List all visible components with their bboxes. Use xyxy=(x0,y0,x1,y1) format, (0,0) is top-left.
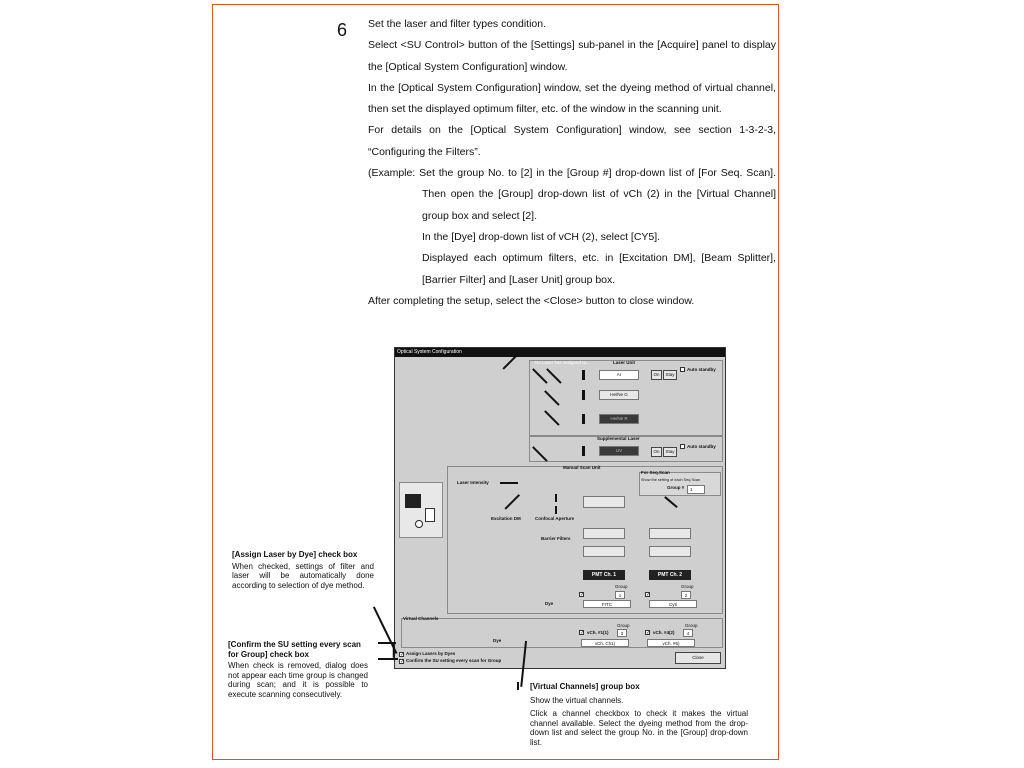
laser-hene-g-field[interactable]: He/Ne G xyxy=(599,390,639,400)
callout-body: When checked, settings of filter and laser will be automatically done according to selection of dye method. xyxy=(232,561,374,590)
for-seq-scan-label: For Seq.Scan xyxy=(641,470,670,475)
instruction-para: For details on the [Optical System Configuration] window, see section 1-3-2-3, “Configuring the Filters”. xyxy=(368,124,776,158)
laser-on-button[interactable]: On xyxy=(651,370,662,380)
group-label: Group xyxy=(681,584,694,589)
dye-label: Dye xyxy=(545,601,554,606)
barrier-filters-label: Barrier Filters xyxy=(541,536,571,541)
lens-icon xyxy=(415,520,423,528)
microscope-body xyxy=(405,494,421,508)
uv-auto-standby-checkbox[interactable] xyxy=(680,444,685,449)
callout-assign-laser xyxy=(232,550,374,590)
instruction-para: Set the laser and filter types condition. xyxy=(368,18,547,30)
virtual-channels-label: Virtual Channels xyxy=(403,616,439,621)
vch1-group-select[interactable]: 3 xyxy=(617,629,627,637)
barrier-filter-1b[interactable] xyxy=(583,546,625,557)
instructions xyxy=(368,14,776,312)
vch1-checkbox[interactable]: ✓ xyxy=(580,630,585,636)
vch-group-label: Group xyxy=(617,623,630,628)
microscope-image xyxy=(399,482,443,538)
shutter-bar xyxy=(582,390,585,400)
callout-arrow xyxy=(393,643,395,658)
vch1-label: vCh. #1(1) xyxy=(587,630,609,635)
callout-virtual-channels xyxy=(530,682,748,747)
microscope-stage xyxy=(425,508,435,522)
instruction-para: (Example: Set the group No. to [2] in the [Group #] drop-down list of [For Seq. Scan]. Then open the [Group] drop-down list of vCh (2) in the [Virtual Channel] group box and select [2]. xyxy=(368,167,776,222)
instruction-para: Displayed each optimum filters, etc. in [Excitation DM], [Beam Splitter], [Barrier Filter] and [Laser Unit] group box. xyxy=(422,252,776,286)
intensity-line xyxy=(500,482,518,484)
group-number-label: Group # xyxy=(667,485,685,490)
callout-title: [Confirm the SU setting every scan for Group] check box xyxy=(228,640,361,659)
barrier-filter-2b[interactable] xyxy=(649,546,691,557)
laser-stay-button[interactable]: Stay xyxy=(663,370,677,380)
assign-lasers-label: Assign Lasers by Dyes xyxy=(406,651,456,656)
vch-dye-label: Dye xyxy=(493,638,502,643)
vch1-dye-select[interactable]: vCh. Ch1) xyxy=(581,639,629,647)
vch-group-label: Group xyxy=(685,623,698,628)
callout-line: Show the virtual channels. xyxy=(530,695,624,705)
vch2-dye-select[interactable]: vCh. #6) xyxy=(647,639,695,647)
barrier-filter-2[interactable] xyxy=(649,528,691,539)
instruction-para: In the [Dye] drop-down list of vCH (2), select [CY5]. xyxy=(422,230,661,243)
confirm-su-checkbox[interactable]: ✓ xyxy=(400,659,405,665)
pmt2-dye-select[interactable]: Cy5 xyxy=(649,600,697,608)
callout-body: When check is removed, dialog does not appear each time group is changed during scan; and it is possible to execute scanning consecutively. xyxy=(228,661,368,699)
close-button[interactable]: Close xyxy=(675,652,721,664)
callout-arrow xyxy=(378,658,398,660)
no-laser-warning: No Laser has assigned to... xyxy=(535,360,590,365)
uv-auto-standby-label: Auto standby xyxy=(687,444,716,449)
excitation-dm-label: Excitation DM xyxy=(491,516,521,521)
laser-intensity-label: Laser Intensity xyxy=(457,480,489,485)
uv-stay-button[interactable]: Stay xyxy=(663,447,677,457)
callout-title: [Assign Laser by Dye] check box xyxy=(232,550,358,559)
instruction-para: Select <SU Control> button of the [Settings] sub-panel in the [Acquire] panel to display the [Optical System Configuration] window. xyxy=(368,39,776,73)
laser-unit-label: Laser Unit xyxy=(613,360,636,365)
step-number: 6 xyxy=(337,20,348,40)
pmt2-checkbox[interactable]: ✓ xyxy=(646,592,651,598)
optical-system-config-dialog xyxy=(394,347,726,669)
laser-hene-r-field[interactable]: He/Ne R xyxy=(599,414,639,424)
vch2-checkbox[interactable]: ✓ xyxy=(646,630,651,636)
confocal-aperture-label: Confocal Aperture xyxy=(535,516,575,521)
pmt1-checkbox[interactable]: ✓ xyxy=(580,592,585,598)
vch2-label: vCh. #4(2) xyxy=(653,630,675,635)
confirm-su-label: Confirm the SU setting every scan for Group xyxy=(406,658,502,663)
laser-ar-field[interactable]: Ar xyxy=(599,370,639,380)
auto-standby-checkbox[interactable] xyxy=(680,367,685,372)
pmt-ch2-label: PMT Ch. 2 xyxy=(649,570,691,580)
instruction-para: In the [Optical System Configuration] window, set the dyeing method of virtual channel, then set the displayed optimum filter, etc. of the window in the scanning unit. xyxy=(368,81,776,116)
auto-standby-label: Auto standby xyxy=(687,367,716,372)
manual-scan-unit-label: Manual Scan Unit xyxy=(563,465,601,470)
assign-lasers-checkbox[interactable]: ✓ xyxy=(400,652,405,658)
uv-on-button[interactable]: On xyxy=(651,447,662,457)
vch2-group-select[interactable]: 4 xyxy=(683,629,693,637)
shutter-bar xyxy=(582,446,585,456)
callout-body: Click a channel checkbox to check it makes the virtual channel available. Select the dyeing method from the drop-down list and select the group No. in the [Group] drop-down list. xyxy=(530,709,748,747)
dialog-title: Optical System Configuration xyxy=(395,348,725,357)
instruction-para: After completing the setup, select the <Close> button to close window. xyxy=(368,294,695,307)
callout-title: [Virtual Channels] group box xyxy=(530,682,640,691)
aperture-bar xyxy=(555,494,557,502)
aperture-bar xyxy=(555,506,557,514)
group-label: Group xyxy=(615,584,628,589)
for-seq-scan-desc: Show the setting of each Seq.Scan xyxy=(641,478,701,482)
shutter-bar xyxy=(582,370,585,380)
callout-confirm-su xyxy=(228,640,368,699)
pmt1-dye-select[interactable]: FITC xyxy=(583,600,631,608)
uv-laser-field[interactable]: UV xyxy=(599,446,639,456)
callout-tick xyxy=(517,682,519,690)
shutter-bar xyxy=(582,414,585,424)
barrier-filter-1[interactable] xyxy=(583,528,625,539)
group-number-select[interactable]: 1 xyxy=(687,485,705,494)
pmt1-group-select[interactable]: 1 xyxy=(615,591,625,599)
for-seq-scan-box xyxy=(639,472,721,496)
pmt-ch1-label: PMT Ch. 1 xyxy=(583,570,625,580)
supplemental-laser-label: Supplemental Laser xyxy=(597,436,640,441)
pmt2-group-select[interactable]: 2 xyxy=(681,591,691,599)
beam-splitter-field[interactable] xyxy=(583,496,625,508)
